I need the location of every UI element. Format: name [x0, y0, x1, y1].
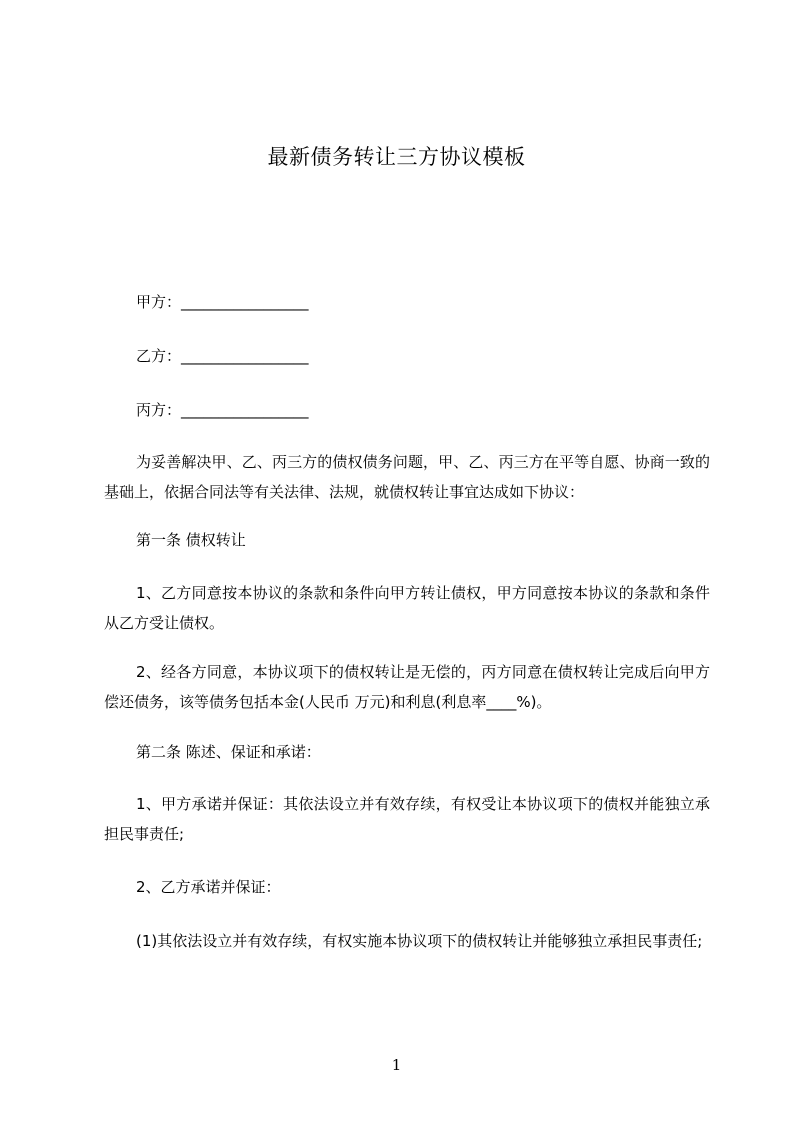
party-b-line — [136, 346, 309, 366]
article-1-clause-1: 1、乙方同意按本协议的条款和条件向甲方转让债权，甲方同意按本协议的条款和条件从乙方受让债权。 — [104, 584, 710, 632]
party-b-label: 乙方： — [136, 347, 182, 365]
article-2-clause-1: 1、甲方承诺并保证：其依法设立并有效存续，有权受让本协议项下的债权并能独立承担民事责任; — [104, 795, 710, 843]
article-2-clause-2: 2、乙方承诺并保证： — [136, 878, 281, 896]
party-c-blank: _________________ — [181, 401, 309, 419]
party-a-line — [136, 292, 309, 312]
party-c-line — [136, 400, 309, 420]
party-c-label: 丙方： — [136, 401, 182, 419]
article-2-sub-clause-1: (1)其依法设立并有效存续，有权实施本协议项下的债权转让并能够独立承担民事责任; — [136, 932, 703, 950]
preamble-paragraph: 为妥善解决甲、乙、丙三方的债权债务问题，甲、乙、丙三方在平等自愿、协商一致的基础上，依据合同法等有关法律、法规，就债权转让事宜达成如下协议： — [104, 453, 710, 501]
article-1-heading: 第一条 债权转让 — [136, 531, 246, 549]
page-title: 最新债务转让三方协议模板 — [267, 145, 526, 169]
party-a-label: 甲方： — [136, 293, 182, 311]
party-a-blank: _________________ — [181, 293, 309, 311]
article-2-heading: 第二条 陈述、保证和承诺： — [136, 743, 321, 761]
page-number: 1 — [391, 1056, 402, 1074]
article-1-clause-2: 2、经各方同意，本协议项下的债权转让是无偿的，丙方同意在债权转让完成后向甲方偿还债务，该等债务包括本金(人民币 万元)和利息(利息率____%)。 — [104, 663, 710, 711]
party-b-blank: _________________ — [181, 347, 309, 365]
